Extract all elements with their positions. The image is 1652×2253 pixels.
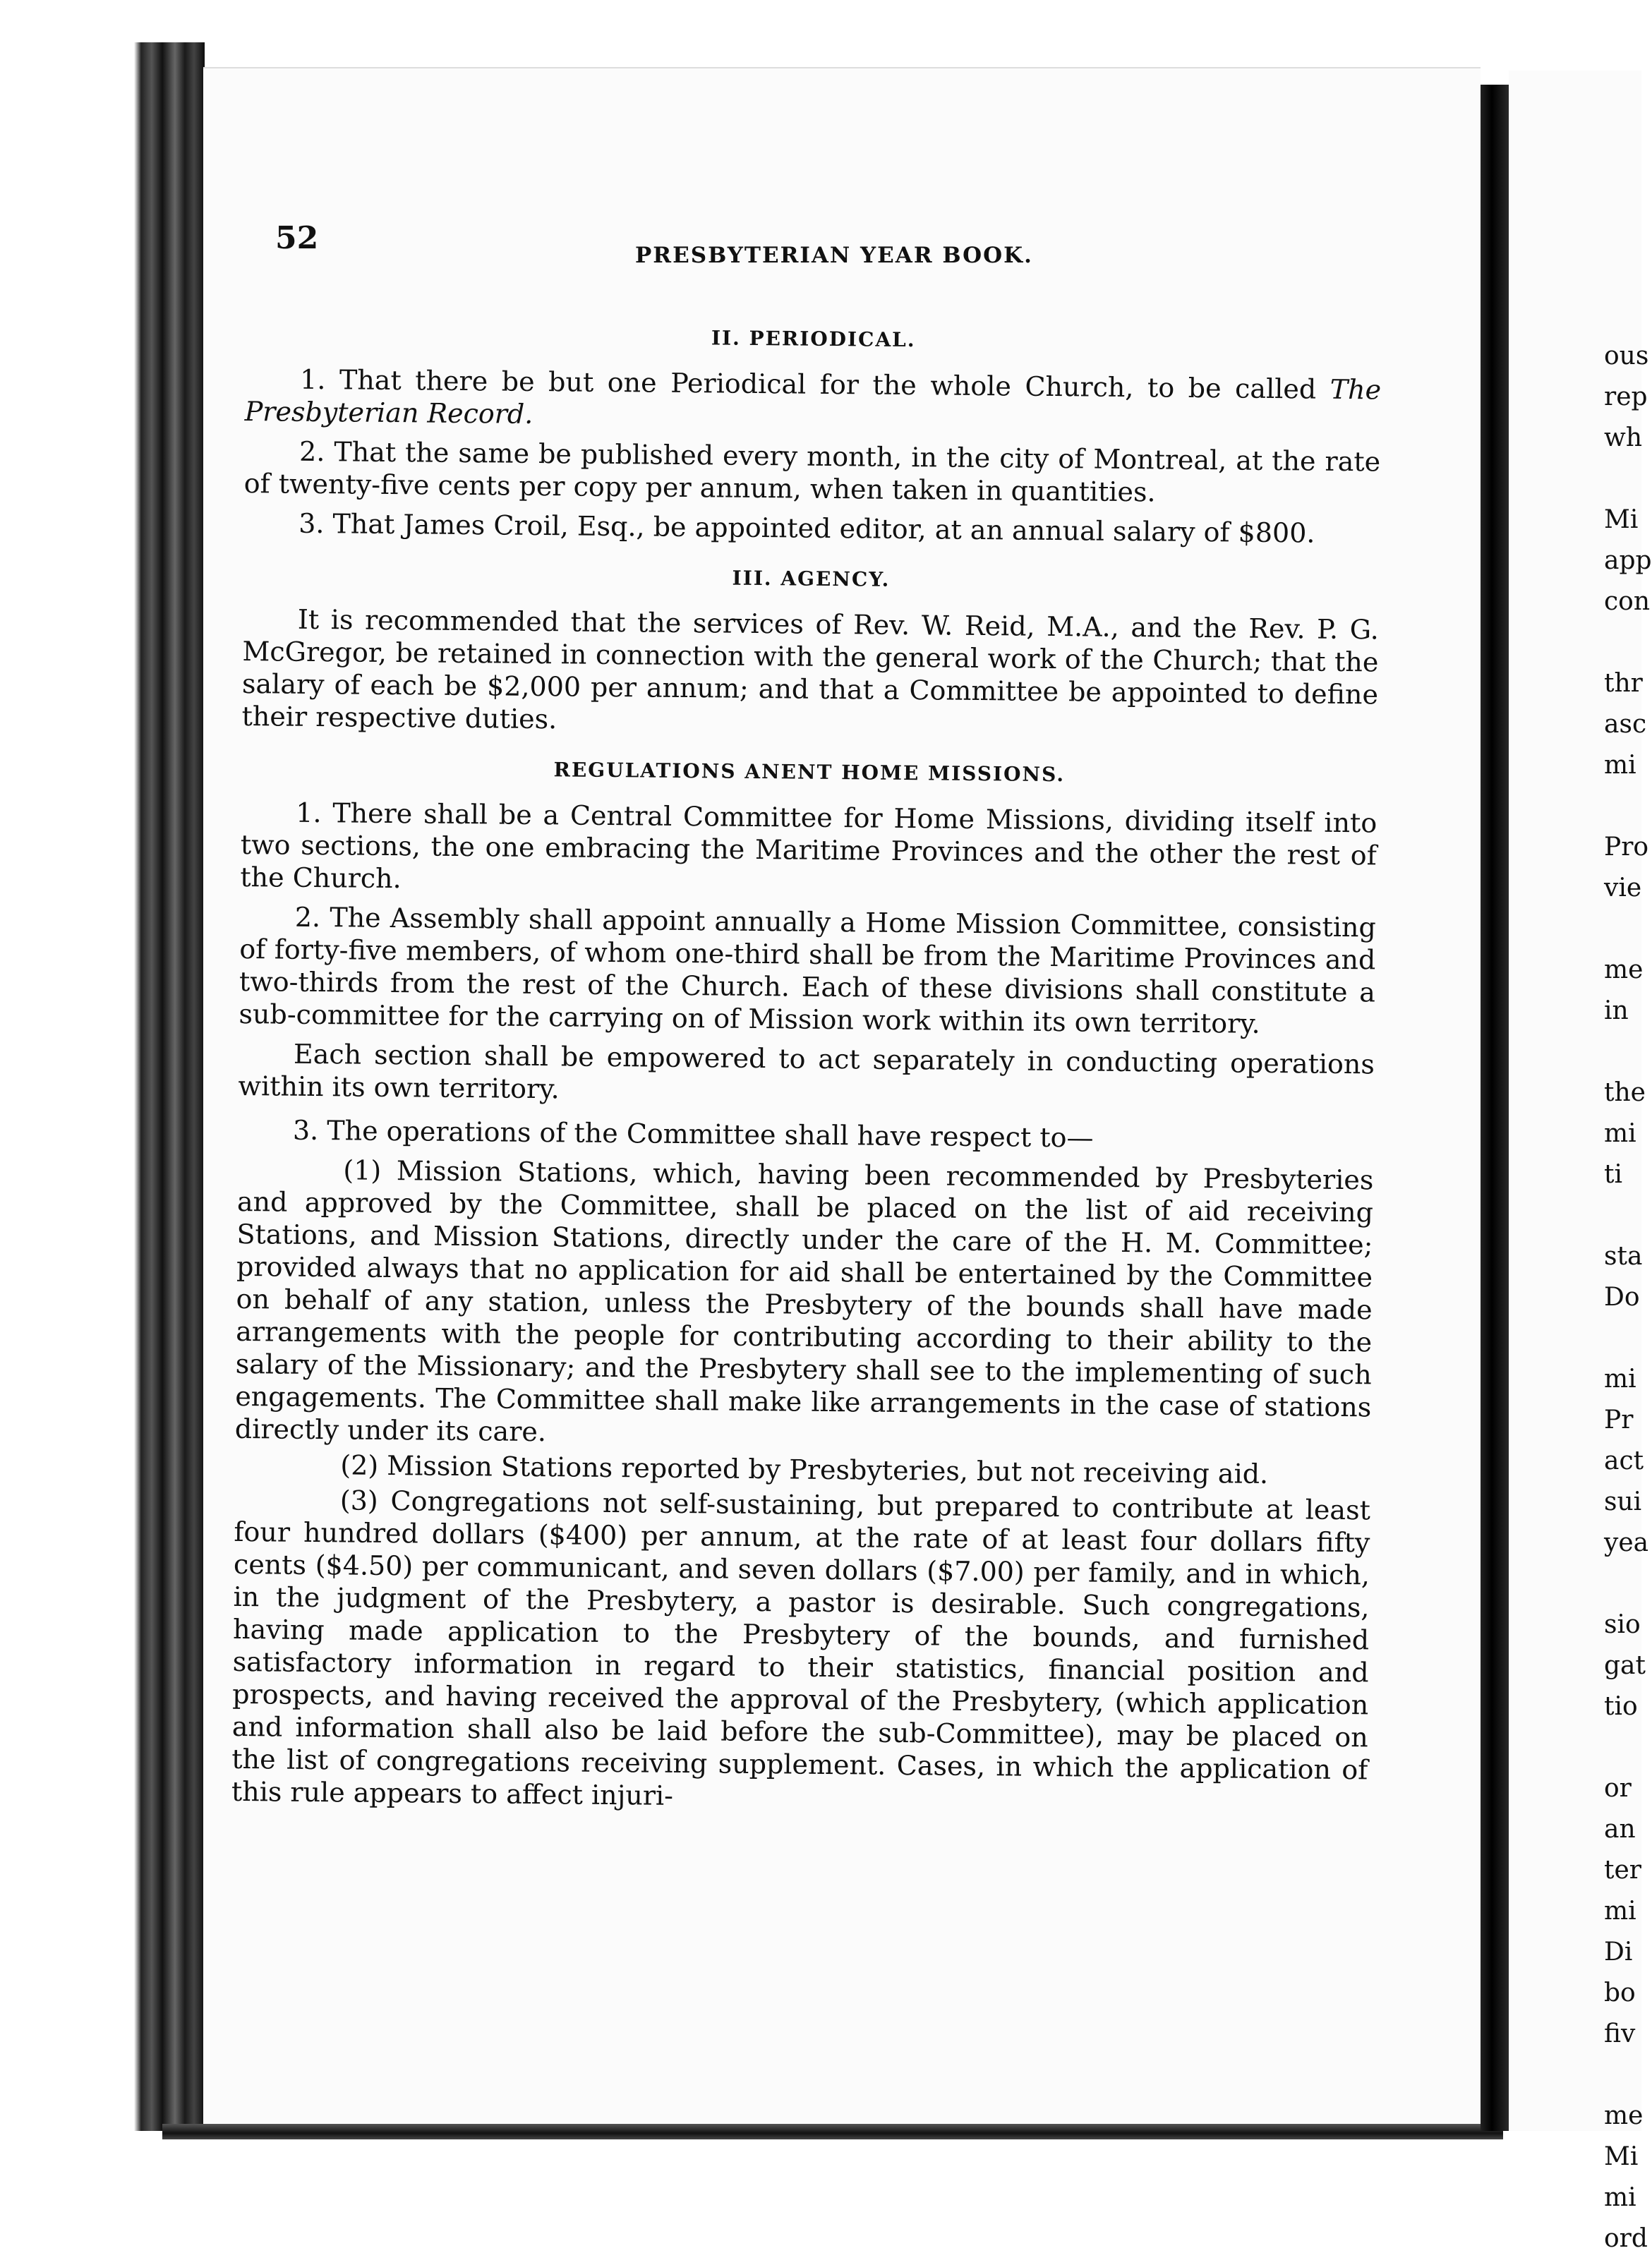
facing-page-line: asc (1604, 710, 1647, 739)
agency-paragraph: It is recommended that the services of Rev. W. Reid, M.A., and the Rev. P. G. McGregor, be retained in connection with the general work of the Church; that the salary of each be $2,000 per annum; and that a Committee be appointed to define their respective duties. (241, 603, 1380, 735)
facing-page-line: vie (1604, 874, 1642, 902)
running-head: PRESBYTERIAN YEAR BOOK. (635, 243, 1033, 268)
facing-page-line: Pr (1604, 1406, 1634, 1434)
section-heading-agency: III. AGENCY. (732, 566, 891, 591)
facing-page-line: me (1604, 955, 1644, 984)
facing-page-line: mi (1604, 751, 1636, 780)
facing-page-line: Di (1604, 1938, 1633, 1967)
facing-page-line: mi (1604, 2183, 1636, 2212)
regulation-item-3-sub-2: (2) Mission Stations reported by Presbyteries, but not receiving aid. (340, 1449, 1269, 1490)
facing-page-line: an (1604, 1815, 1636, 1844)
facing-page-line: mi (1604, 1897, 1636, 1926)
facing-page-line: sta (1604, 1242, 1643, 1271)
facing-page-line: Mi (1604, 505, 1639, 534)
facing-page-line: ter (1604, 1856, 1641, 1885)
facing-page-line: fiv (1604, 2019, 1636, 2048)
regulation-item-3-sub-1: (1) Mission Stations, which, having been recommended by Presbyteries and approved by the Committee, shall be placed on the list of aid receiving Stations, and Mission Stations, directly under the care of the H. M. Committee; provided always that no application for aid shall be entertained by the Committee on behalf of any station, unless the Presbytery of the bounds shall have made arrangements with the people for contributing according to their ability to the salary of the Missionary; and the Presbytery shall see to the implementing of such engagements. The Committee shall make like arrangements in the case of stations directly under its care. (234, 1154, 1374, 1448)
facing-page-line: or (1604, 1774, 1632, 1803)
facing-page-line: Pro (1604, 833, 1649, 862)
facing-page-line: Mi (1604, 2142, 1639, 2171)
periodical-item-2: 2. That the same be published every month, in the city of Montreal, at the rate of twenty-five cents per copy per annum, when taken in quantities. (243, 435, 1381, 508)
regulation-item-2-continued: Each section shall be empowered to act separately in conducting operations within its own territory. (238, 1038, 1375, 1105)
facing-page-line: thr (1604, 669, 1643, 698)
facing-page-line: the (1604, 1078, 1646, 1107)
page-body (231, 318, 1382, 1821)
facing-page-line: ous (1604, 342, 1649, 370)
facing-page-line: gat (1604, 1651, 1646, 1680)
facing-page-line: rep (1604, 382, 1648, 411)
facing-page-line: con (1604, 587, 1651, 616)
periodical-item-1 (245, 363, 1382, 438)
facing-page-line: mi (1604, 1119, 1636, 1148)
section-heading-regulations: REGULATIONS ANENT HOME MISSIONS. (553, 758, 1066, 787)
periodical-title: The Presbyterian Record. (244, 373, 1382, 430)
facing-page-line: me (1604, 2101, 1644, 2130)
book-gutter (1481, 85, 1509, 2131)
facing-page-line: sui (1604, 1487, 1642, 1516)
page-number: 52 (275, 220, 319, 256)
section-heading-periodical: II. PERIODICAL. (711, 326, 916, 352)
facing-page-line: app (1604, 546, 1652, 575)
regulation-item-1: 1. There shall be a Central Committee for Home Missions, dividing itself into two sections, the one embracing the Maritime Provinces and the other the rest of the Church. (240, 797, 1377, 895)
book-spine (0, 42, 205, 2131)
regulation-item-3-sub-3: (3) Congregations not self-sustaining, but prepared to contribute at least four hundred dollars ($400) per annum, at the rate of at least four dollars fifty cents ($4.50) per communicant, and seven dollars ($7.00) per family, and in which, in the judgment of the Presbytery, a pastor is desirable. Such congregations, having made application to the Presbytery of the bounds, and furnished satisfactory information in regard to their statistics, financial position and prospects, and having received the approval of the Presbytery, (which application and information shall also be laid before the sub-Committee), may be placed on the list of congregations receiving supplement. Cases, in which the application of this rule appears to affect injuri- (231, 1485, 1371, 1811)
facing-page-line: yea (1604, 1528, 1649, 1557)
facing-page-line: in (1604, 996, 1629, 1025)
facing-page-line: Do (1604, 1283, 1640, 1312)
facing-page-line: sio (1604, 1610, 1641, 1639)
page-bottom-edge (162, 2124, 1503, 2139)
facing-page-line: wh (1604, 423, 1642, 452)
facing-page-line: ti (1604, 1160, 1622, 1189)
periodical-item-1-text: 1. That there be but one Periodical for the whole Church, to be called (299, 363, 1330, 405)
facing-page-line: tio (1604, 1692, 1638, 1721)
periodical-item-3: 3. That James Croil, Esq., be appointed editor, at an annual salary of $800. (298, 507, 1315, 549)
facing-page-line: act (1604, 1446, 1644, 1475)
facing-page-line: mi (1604, 1365, 1636, 1394)
regulation-item-2: 2. The Assembly shall appoint annually a Home Mission Committee, consisting of forty-five members, of whom one-third shall be from the Maritime Provinces and two-thirds from the rest of the Church. Each of these divisions shall constitute a sub-committee for the carrying on of Mission work within its own territory. (239, 901, 1376, 1039)
facing-page (1509, 71, 1652, 2253)
facing-page-line: bo (1604, 1979, 1636, 2007)
facing-page-line: ord (1604, 2224, 1648, 2253)
regulation-item-3-intro: 3. The operations of the Committee shall have respect to— (292, 1114, 1094, 1154)
